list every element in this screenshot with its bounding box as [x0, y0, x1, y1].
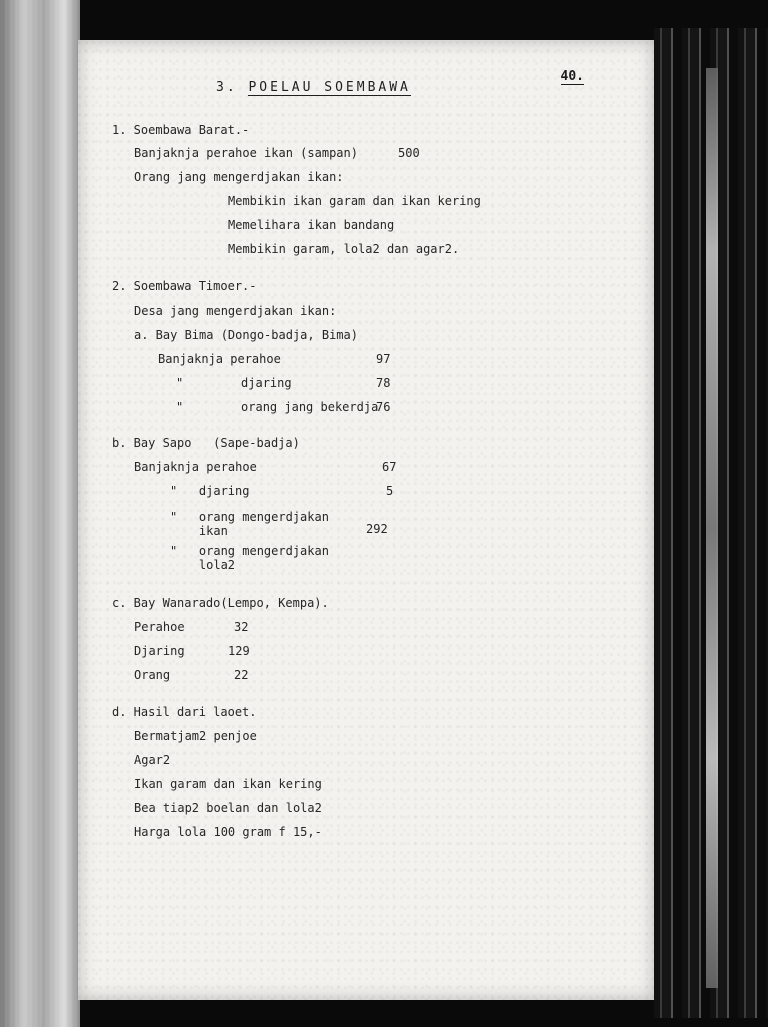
subsection-a-value: 76	[376, 400, 391, 414]
subsection-a-row: " djaring	[176, 376, 292, 390]
subsection-a-title: a. Bay Bima (Dongo-badja, Bima)	[134, 328, 358, 342]
section2-title: 2. Soembawa Timoer.-	[112, 279, 257, 293]
scanner-left-edge	[0, 0, 80, 1027]
scanner-right-edge	[654, 28, 768, 1018]
document-page	[78, 40, 654, 1000]
subsection-b-row: " orang mengerdjakan lola2	[170, 544, 329, 572]
subsection-d-title: d. Hasil dari laoet.	[112, 705, 257, 719]
subsection-c-value: 129	[228, 644, 250, 658]
subsection-b-value: 292	[366, 522, 388, 536]
subsection-a-row: " orang jang bekerdja	[176, 400, 379, 414]
subsection-b-title: b. Bay Sapo (Sape-badja)	[112, 436, 300, 450]
subsection-a-row: Banjaknja perahoe	[158, 352, 281, 366]
section1-line1: Banjaknja perahoe ikan (sampan)	[134, 146, 358, 160]
subsection-c-row: Perahoe	[134, 620, 185, 634]
subsection-b-row: Banjaknja perahoe	[134, 460, 257, 474]
section1-activity: Membikin ikan garam dan ikan kering	[228, 194, 481, 208]
subsection-d-item: Harga lola 100 gram f 15,-	[134, 825, 322, 839]
subsection-c-title: c. Bay Wanarado(Lempo, Kempa).	[112, 596, 329, 610]
page-number: 40.	[560, 69, 584, 84]
subsection-c-value: 22	[234, 668, 249, 682]
subsection-b-row: " orang mengerdjakan ikan	[170, 510, 329, 538]
book-spine-strip	[706, 68, 718, 988]
subsection-b-value: 67	[382, 460, 397, 474]
heading-prefix: 3.	[216, 80, 238, 95]
heading-title: POELAU SOEMBAWA	[248, 80, 411, 95]
section-heading	[216, 80, 411, 95]
subsection-c-value: 32	[234, 620, 249, 634]
section1-line2: Orang jang mengerdjakan ikan:	[134, 170, 344, 184]
section1-activity: Membikin garam, lola2 dan agar2.	[228, 242, 460, 256]
section1-line1-value: 500	[398, 146, 420, 160]
subsection-b-row: " djaring	[170, 484, 250, 498]
subsection-b-value: 5	[386, 484, 394, 498]
subsection-c-row: Djaring	[134, 644, 185, 658]
subsection-a-value: 97	[376, 352, 391, 366]
subsection-a-value: 78	[376, 376, 391, 390]
subsection-c-row: Orang	[134, 668, 171, 682]
subsection-d-item: Ikan garam dan ikan kering	[134, 777, 322, 791]
subsection-d-item: Agar2	[134, 753, 171, 767]
subsection-d-item: Bermatjam2 penjoe	[134, 729, 257, 743]
section1-activity: Memelihara ikan bandang	[228, 218, 395, 232]
section2-intro: Desa jang mengerdjakan ikan:	[134, 304, 337, 318]
subsection-d-item: Bea tiap2 boelan dan lola2	[134, 801, 322, 815]
section1-title: 1. Soembawa Barat.-	[112, 123, 250, 137]
